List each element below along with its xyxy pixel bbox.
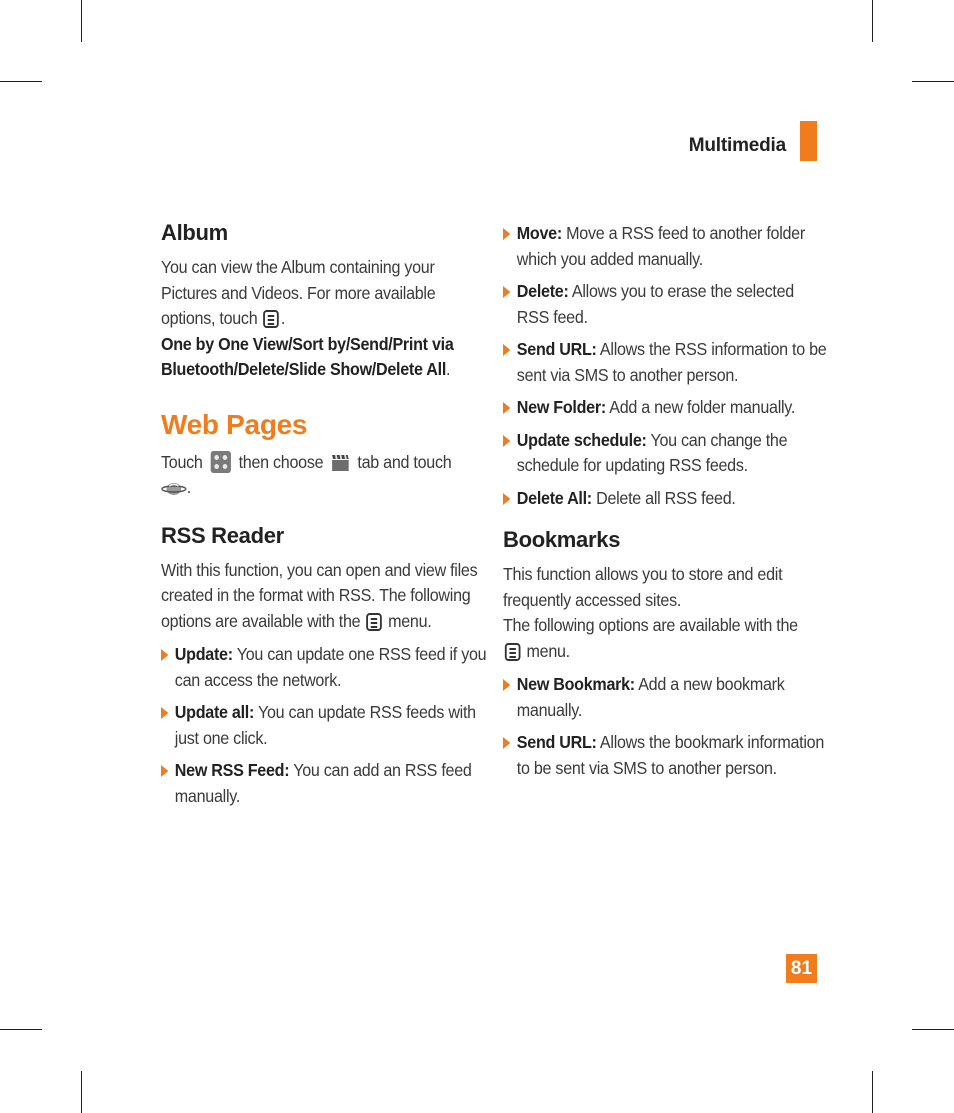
item-desc: Allows the bookmark information to be sent via SMS to another person. xyxy=(516,732,825,778)
web-pages-paragraph xyxy=(161,450,479,501)
item-desc: Allows the RSS information to be sent via SMS to another person. xyxy=(516,339,827,385)
list-item xyxy=(503,279,830,330)
item-term: Update schedule: xyxy=(516,429,647,450)
bullet-arrow-icon xyxy=(503,435,510,447)
crop-mark xyxy=(81,0,82,42)
crop-mark xyxy=(912,81,954,82)
bullet-arrow-icon xyxy=(161,707,168,719)
crop-mark xyxy=(872,0,873,42)
bullet-arrow-icon xyxy=(503,228,510,240)
item-desc: Move a RSS feed to another folder which you added manually. xyxy=(516,223,805,269)
apps-grid-icon xyxy=(210,451,230,473)
menu-icon xyxy=(366,613,382,631)
rss-text-end: menu. xyxy=(388,610,432,631)
bullet-arrow-icon xyxy=(503,493,510,505)
item-term: New Folder: xyxy=(516,397,606,417)
album-options: One by One View/Sort by/Send/Print via Bluetooth/Delete/Slide Show/Delete All xyxy=(161,333,454,379)
item-term: Send URL: xyxy=(516,732,597,752)
section-header-title: Multimedia xyxy=(688,135,786,156)
bullet-arrow-icon xyxy=(503,344,510,356)
web-pages-period: . xyxy=(186,477,191,497)
album-options-end: . xyxy=(446,359,451,379)
crop-mark xyxy=(872,1071,873,1113)
section-tab-marker xyxy=(800,121,817,161)
list-item xyxy=(161,700,493,751)
rss-options-list xyxy=(161,642,487,809)
bookmarks-options-list xyxy=(503,672,825,781)
item-term: New RSS Feed: xyxy=(174,760,290,780)
rss-more-options-list xyxy=(503,221,827,511)
bookmarks-paragraph xyxy=(503,562,816,664)
item-term: Update: xyxy=(174,644,233,664)
item-desc: You can update one RSS feed if you can access the network. xyxy=(174,644,487,690)
item-term: Update all: xyxy=(174,702,255,722)
bookmarks-text2: The following options are available with the xyxy=(503,615,798,635)
item-desc: You can update RSS feeds with just one click. xyxy=(174,702,476,748)
bookmarks-text1: This function allows you to store and edit frequently accessed sites. xyxy=(503,564,783,610)
bullet-arrow-icon xyxy=(503,402,510,414)
bookmarks-heading: Bookmarks xyxy=(503,527,621,552)
crop-mark xyxy=(0,1029,42,1030)
browser-globe-icon xyxy=(161,480,187,496)
item-term: Move: xyxy=(516,223,562,243)
bullet-arrow-icon xyxy=(503,679,510,691)
album-period: . xyxy=(280,308,286,328)
right-column xyxy=(503,221,827,788)
item-term: Delete: xyxy=(516,281,569,301)
menu-icon xyxy=(505,643,521,661)
list-item xyxy=(503,428,830,479)
item-desc: Add a new bookmark manually. xyxy=(516,674,785,720)
item-desc: You can add an RSS feed manually. xyxy=(174,760,472,806)
rss-reader-heading: RSS Reader xyxy=(161,522,284,548)
bullet-arrow-icon xyxy=(503,286,510,298)
tab-and-touch-text: tab and touch xyxy=(357,451,452,472)
bullet-arrow-icon xyxy=(161,765,168,777)
left-column xyxy=(161,220,487,816)
list-item xyxy=(503,672,830,723)
touch-text: Touch xyxy=(161,451,203,472)
item-desc: Delete all RSS feed. xyxy=(596,487,736,508)
item-desc: You can change the schedule for updating RSS feeds. xyxy=(516,429,788,475)
bullet-arrow-icon xyxy=(161,649,168,661)
item-desc: Allows you to erase the selected RSS feed. xyxy=(516,281,794,327)
then-choose-text: then choose xyxy=(238,451,324,472)
menu-icon xyxy=(263,310,279,328)
list-item xyxy=(503,486,830,512)
web-pages-heading: Web Pages xyxy=(161,408,308,440)
crop-mark xyxy=(81,1071,82,1113)
item-desc: Add a new folder manually. xyxy=(609,397,796,417)
clapperboard-icon xyxy=(331,454,349,472)
list-item xyxy=(503,337,830,388)
crop-mark xyxy=(912,1029,954,1030)
page-number-badge: 81 xyxy=(786,954,817,983)
item-term: Send URL: xyxy=(516,339,597,359)
album-paragraph xyxy=(161,255,479,383)
rss-text: With this function, you can open and view files created in the format with RSS. The following options are available with the xyxy=(161,559,478,631)
item-term: Delete All: xyxy=(516,487,592,508)
crop-mark xyxy=(0,81,42,82)
list-item xyxy=(161,642,493,693)
list-item xyxy=(161,758,493,809)
bullet-arrow-icon xyxy=(503,737,510,749)
album-heading: Album xyxy=(161,220,228,245)
list-item xyxy=(503,395,830,421)
rss-paragraph xyxy=(161,558,479,635)
list-item xyxy=(503,730,830,781)
item-term: New Bookmark: xyxy=(516,674,635,694)
list-item xyxy=(503,221,830,272)
bookmarks-text2-end: menu. xyxy=(526,640,570,661)
album-text: You can view the Album containing your Pictures and Videos. For more available options, touch xyxy=(161,257,436,328)
